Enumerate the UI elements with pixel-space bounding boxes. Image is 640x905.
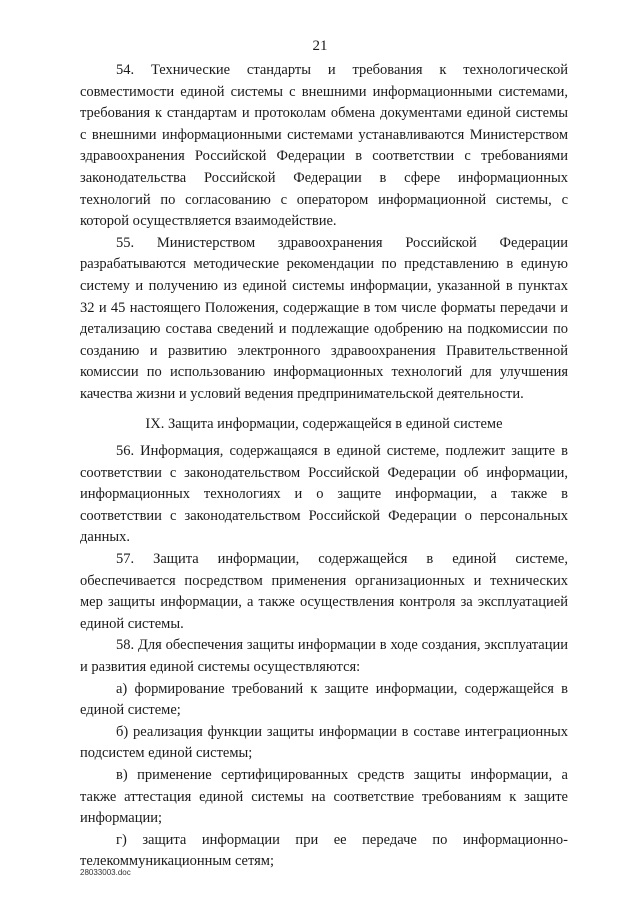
paragraph-58: 58. Для обеспечения защиты информации в ходе создания, эксплуатации и развития единой системы осуществляются: xyxy=(80,637,568,676)
page-number: 21 xyxy=(312,38,328,54)
paragraph-58-d: г) защита информации при ее передаче по информационно-телекоммуникационным сетям; xyxy=(80,831,568,870)
paragraph-57: 57. Защита информации, содержащейся в единой системе, обеспечивается посредством применения организационных и технических мер защиты информации, а также осуществления контроля за эксплуатацией единой системы. xyxy=(80,551,568,632)
paragraph-58-a: а) формирование требований к защите информации, содержащейся в единой системе; xyxy=(80,680,568,719)
section-heading: IX. Защита информации, содержащейся в единой системе xyxy=(145,415,503,432)
document-body xyxy=(80,60,568,873)
paragraph-58-b: б) реализация функции защиты информации в составе интеграционных подсистем единой системы; xyxy=(80,723,568,762)
paragraph-56: 56. Информация, содержащаяся в единой системе, подлежит защите в соответствии с законодательством Российской Федерации об информации, информационных технологиях и о защите информации, а также в соответствии с законодательством Российской Федерации о персональных данных. xyxy=(80,443,568,546)
paragraph-55: 55. Министерством здравоохранения Российской Федерации разрабатываются методические рекомендации по представлению в единую систему и получению из единой системы информации, указанной в пунктах 32 и 45 настоящего Положения, содержащие в том числе форматы передачи и детализацию состава сведений и подлежащие одобрению на подкомиссии по созданию и развитию электронного здравоохранения Правительственной комиссии по использованию информационных технологий для улучшения качества жизни и условий ведения предпринимательской деятельности. xyxy=(80,234,568,402)
paragraph-54: 54. Технические стандарты и требования к технологической совместимости единой системы с внешними информационными системами, требования к стандартам и протоколам обмена документами единой системы с внешними информационными системами устанавливаются Министерством здравоохранения Российской Федерации в соответствии с требованиями законодательства Российской Федерации в сфере информационных технологий по согласованию с оператором информационной системы, с которой осуществляется взаимодействие. xyxy=(80,62,568,230)
file-name-footer: 28033003.doc xyxy=(80,868,131,877)
paragraph-58-c: в) применение сертифицированных средств защиты информации, а также аттестация единой системы на соответствие требованиям к защите информации; xyxy=(80,767,568,827)
